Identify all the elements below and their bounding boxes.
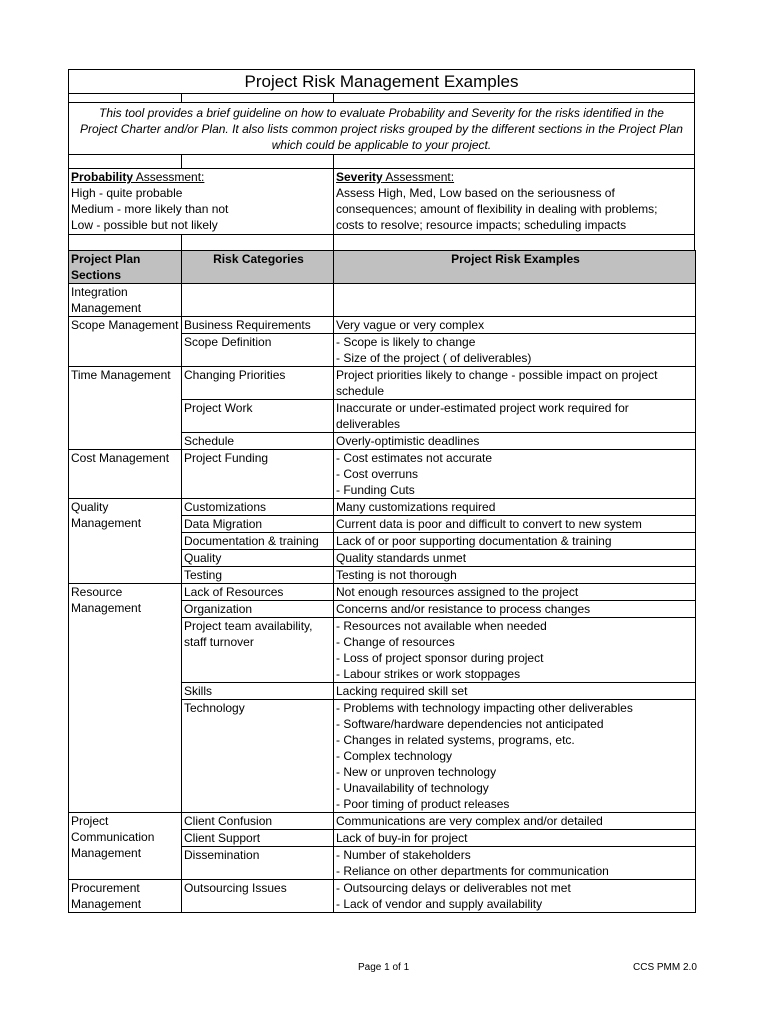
risk-example-line: - Cost overruns: [336, 467, 419, 481]
table-row: [69, 880, 696, 913]
page-title: Project Risk Management Examples: [68, 69, 695, 94]
section-name: Procurement Management: [69, 880, 182, 913]
risk-examples: [334, 284, 696, 317]
probability-line: High - quite probable: [71, 186, 183, 200]
risk-category: Quality: [182, 550, 334, 567]
risk-category: Scope Definition: [182, 334, 334, 367]
page-number: Page 1 of 1: [358, 962, 410, 973]
risk-example-line: Many customizations required: [336, 500, 496, 514]
risk-examples: [334, 367, 696, 400]
table-row: [69, 584, 696, 601]
risk-example-line: - Size of the project ( of deliverables): [336, 351, 532, 365]
risk-example-line: - New or unproven technology: [336, 765, 497, 779]
risk-example-line: - Problems with technology impacting other deliverables: [336, 701, 633, 715]
column-header-categories: Risk Categories: [182, 251, 334, 284]
grid-line: [694, 94, 695, 102]
risk-examples: [334, 567, 696, 584]
risk-category: Project team availability, staff turnover: [182, 618, 334, 683]
severity-heading-rest: Assessment:: [382, 170, 455, 184]
risk-category: Client Support: [182, 830, 334, 847]
risk-category: Outsourcing Issues: [182, 880, 334, 913]
risk-examples: [334, 618, 696, 683]
probability-heading-rest: Assessment:: [133, 170, 205, 184]
severity-assessment: [334, 169, 694, 233]
risk-example-line: - Software/hardware dependencies not anticipated: [336, 717, 604, 731]
risk-category: Documentation & training: [182, 533, 334, 550]
grid-line: [333, 94, 334, 102]
section-name: Scope Management: [69, 317, 182, 367]
risk-example-line: - Lack of vendor and supply availability: [336, 897, 543, 911]
risk-example-line: Quality standards unmet: [336, 551, 467, 565]
grid-line: [68, 234, 695, 235]
grid-line: [181, 234, 182, 250]
section-name: Resource Management: [69, 584, 182, 813]
risk-example-line: Not enough resources assigned to the project: [336, 585, 579, 599]
risk-example-line: - Scope is likely to change: [336, 335, 476, 349]
column-header-examples: Project Risk Examples: [334, 251, 696, 284]
risk-example-line: Current data is poor and difficult to convert to new system: [336, 517, 642, 531]
column-header-sections: Project Plan Sections: [69, 251, 182, 284]
risk-table: [68, 250, 696, 913]
probability-line: Low - possible but not likely: [71, 218, 218, 232]
risk-example-line: Inaccurate or under-estimated project work required for deliverables: [336, 401, 629, 431]
risk-example-line: Lack of or poor supporting documentation & training: [336, 534, 612, 548]
severity-line: costs to resolve; resource impacts; scheduling impacts: [336, 218, 627, 232]
risk-examples: [334, 847, 696, 880]
risk-category: Dissemination: [182, 847, 334, 880]
risk-examples: [334, 400, 696, 433]
section-name: Cost Management: [69, 450, 182, 499]
risk-examples: [334, 584, 696, 601]
risk-example-line: Very vague or very complex: [336, 318, 485, 332]
risk-example-line: - Complex technology: [336, 749, 453, 763]
grid-line: [181, 94, 182, 102]
table-row: [69, 499, 696, 516]
risk-example-line: Lacking required skill set: [336, 684, 468, 698]
risk-category: Organization: [182, 601, 334, 618]
risk-example-line: Lack of buy-in for project: [336, 831, 468, 845]
grid-line: [68, 94, 69, 102]
table-header-row: [69, 251, 696, 284]
risk-examples: [334, 700, 696, 813]
severity-heading-bold: Severity: [336, 170, 383, 184]
risk-category: Business Requirements: [182, 317, 334, 334]
risk-example-line: Testing is not thorough: [336, 568, 457, 582]
probability-assessment: [69, 169, 333, 233]
risk-category: Project Funding: [182, 450, 334, 499]
risk-category: Technology: [182, 700, 334, 813]
risk-example-line: Concerns and/or resistance to process changes: [336, 602, 591, 616]
table-row: [69, 284, 696, 317]
probability-line: Medium - more likely than not: [71, 202, 229, 216]
risk-example-line: - Outsourcing delays or deliverables not met: [336, 881, 571, 895]
severity-line: Assess High, Med, Low based on the seriousness of: [336, 186, 615, 200]
risk-examples: [334, 334, 696, 367]
grid-line: [181, 154, 182, 168]
risk-examples: [334, 880, 696, 913]
table-row: [69, 367, 696, 400]
risk-example-line: Communications are very complex and/or detailed: [336, 814, 603, 828]
risk-example-line: - Poor timing of product releases: [336, 797, 510, 811]
risk-category: Changing Priorities: [182, 367, 334, 400]
grid-line: [68, 154, 695, 155]
risk-category: Lack of Resources: [182, 584, 334, 601]
risk-examples: [334, 317, 696, 334]
risk-examples: [334, 533, 696, 550]
table-row: [69, 450, 696, 499]
risk-category: Project Work: [182, 400, 334, 433]
risk-example-line: - Labour strikes or work stoppages: [336, 667, 521, 681]
risk-example-line: - Changes in related systems, programs, etc.: [336, 733, 575, 747]
risk-examples: [334, 550, 696, 567]
section-name: Quality Management: [69, 499, 182, 584]
risk-examples: [334, 813, 696, 830]
risk-example-line: - Change of resources: [336, 635, 455, 649]
risk-examples: [334, 499, 696, 516]
severity-line: consequences; amount of flexibility in dealing with problems;: [336, 202, 658, 216]
section-name: Integration Management: [69, 284, 182, 317]
risk-category: Data Migration: [182, 516, 334, 533]
risk-category: Customizations: [182, 499, 334, 516]
risk-example-line: - Funding Cuts: [336, 483, 415, 497]
risk-example-line: Project priorities likely to change - possible impact on project schedule: [336, 368, 658, 398]
risk-example-line: - Unavailability of technology: [336, 781, 489, 795]
risk-category: Client Confusion: [182, 813, 334, 830]
section-name: Project Communication Management: [69, 813, 182, 880]
table-row: [69, 317, 696, 334]
risk-examples: [334, 830, 696, 847]
risk-example-line: - Cost estimates not accurate: [336, 451, 493, 465]
document-id: CCS PMM 2.0: [633, 962, 697, 973]
risk-examples: [334, 450, 696, 499]
probability-heading-bold: Probability: [71, 170, 134, 184]
risk-category: Skills: [182, 683, 334, 700]
risk-examples: [334, 433, 696, 450]
risk-example-line: - Reliance on other departments for communication: [336, 864, 609, 878]
risk-examples: [334, 683, 696, 700]
risk-examples: [334, 601, 696, 618]
section-name: Time Management: [69, 367, 182, 450]
risk-example-line: - Number of stakeholders: [336, 848, 471, 862]
risk-category: Schedule: [182, 433, 334, 450]
risk-example-line: - Loss of project sponsor during project: [336, 651, 544, 665]
risk-category: [182, 284, 334, 317]
table-row: [69, 813, 696, 830]
intro-text: This tool provides a brief guideline on how to evaluate Probability and Severity for the risks identified in the Project Charter and/or Plan. It also lists common project risks grouped by the different sections in the Project Plan which could be applicable to your project.: [68, 102, 695, 154]
risk-category: Testing: [182, 567, 334, 584]
risk-example-line: - Resources not available when needed: [336, 619, 547, 633]
risk-examples: [334, 516, 696, 533]
risk-example-line: Overly-optimistic deadlines: [336, 434, 480, 448]
